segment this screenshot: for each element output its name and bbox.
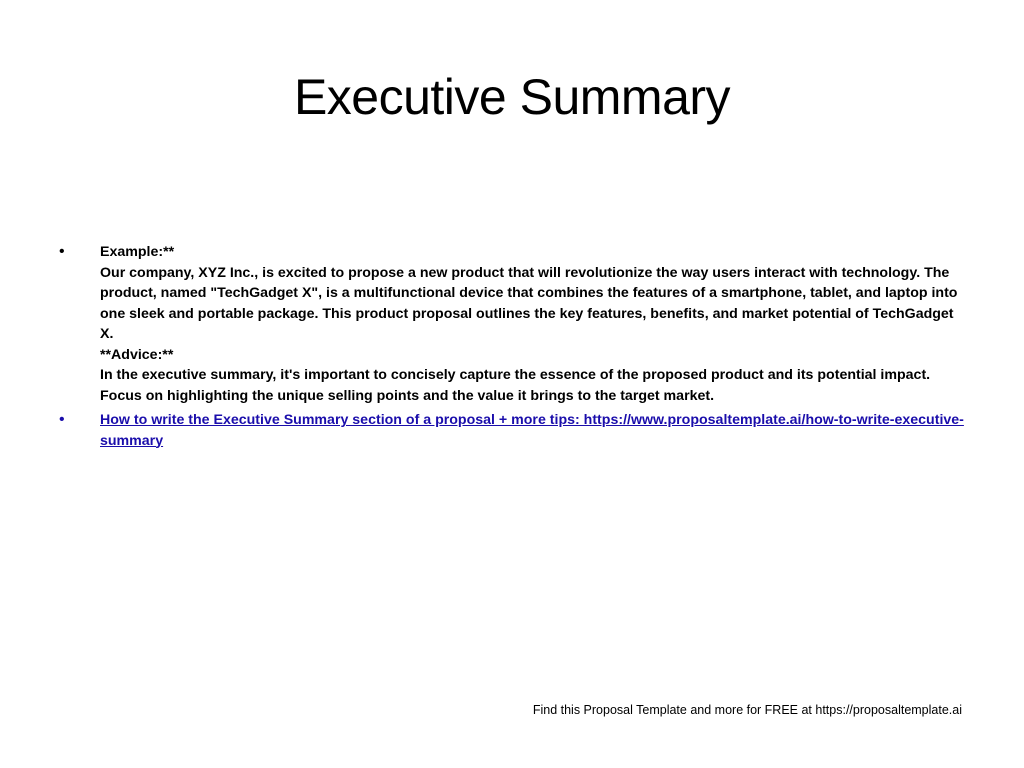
slide-title: Executive Summary [293,69,731,125]
bullet-icon: • [59,411,65,428]
advice-label: **Advice:** [100,346,174,363]
bullet-example [58,242,968,406]
example-paragraph: Our company, XYZ Inc., is excited to propose a new product that will revolutionize the way users interact with technology. The product, named "TechGadget X", is a multifunctional device that combines the features of a smartphone, tablet, and laptop into one sleek and portable package. This product proposal outlines the key features, benefits, and market potential of TechGadget X. [100,264,958,342]
bullet-icon: • [59,243,65,260]
bullet-link [58,410,968,451]
bullet-list [58,242,968,455]
footer-text: Find this Proposal Template and more for FREE at https://proposaltemplate.ai [532,703,962,717]
how-to-write-link[interactable]: How to write the Executive Summary section of a proposal + more tips: https://www.proposaltemplate.ai/how-to-write-executive-summary [100,412,964,449]
example-label: Example:** [100,244,175,260]
bullet-text [100,242,968,406]
advice-paragraph: In the executive summary, it's important to concisely capture the essence of the proposed product and its potential impact. Focus on highlighting the unique selling points and the value it brings to the target market. [100,367,931,404]
